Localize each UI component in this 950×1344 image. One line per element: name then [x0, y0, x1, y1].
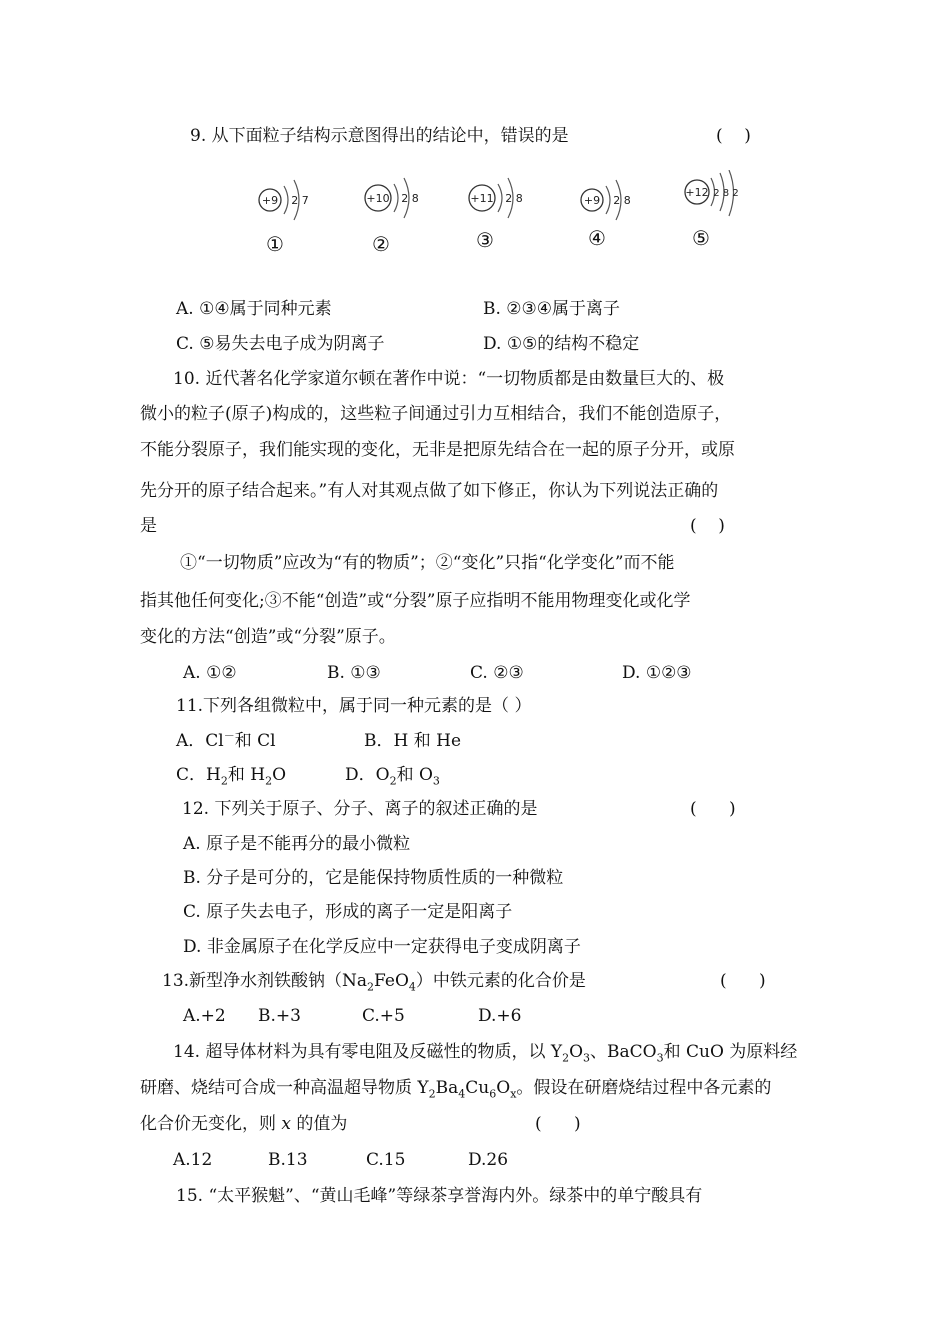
- q11-option-c: C．$H_2$和 $H_2O$: [176, 765, 287, 788]
- q9-option-b: B. ②③④属于离子: [483, 299, 621, 319]
- q11-option-b: B．H 和 He: [364, 731, 462, 751]
- q10-line-2: 微小的粒子(原子)构成的，这些粒子间通过引力互相结合，我们不能创造原子，: [140, 404, 732, 424]
- q14-option-c: C.15: [366, 1150, 406, 1170]
- q14-option-b: B.13: [268, 1150, 308, 1170]
- nucleus-charge-3: +11: [470, 192, 494, 205]
- q10-line-8: 变化的方法“创造”或“分裂”原子。: [140, 627, 396, 647]
- q13-option-d: D.+6: [478, 1006, 522, 1026]
- q9-option-c: C. ⑤易失去电子成为阴离子: [176, 334, 385, 354]
- nucleus-charge-4: +9: [583, 194, 601, 207]
- nucleus-charge-1: +9: [261, 194, 279, 207]
- q10-option-d: D. ①②③: [622, 663, 692, 683]
- shells-5: 2 8 2: [713, 188, 739, 199]
- atom-diagram-1: [256, 178, 326, 233]
- atom-diagram-2: [360, 176, 440, 231]
- q11-option-d: D．$O_2$和 $O_3$: [345, 765, 440, 788]
- q14-option-d: D.26: [468, 1150, 509, 1170]
- atom-diagram-5: [680, 170, 760, 227]
- shells-2: 2 8: [401, 192, 419, 205]
- shells-1: 2 7: [291, 194, 309, 207]
- q12-option-c: C. 原子失去电子，形成的离子一定是阳离子: [183, 902, 513, 922]
- q10-line-5: 是: [140, 516, 157, 536]
- q14-answer-paren: ( ): [535, 1114, 581, 1134]
- q10-answer-paren: ( ): [690, 516, 725, 536]
- q11-option-a: A．Cl－和 Cl: [176, 729, 276, 751]
- q14-line-2: 研磨、烧结可合成一种高温超导物质 $Y_2Ba_4Cu_6O_x$。假设在研磨烧结过程中各元素的: [140, 1078, 772, 1101]
- q10-option-c: C. ②③: [470, 663, 524, 683]
- diagram-label-5: ⑤: [692, 226, 710, 250]
- q13-answer-paren: ( ): [720, 971, 766, 991]
- diagram-label-2: ②: [372, 232, 390, 256]
- atom-diagram-4: [576, 178, 656, 233]
- q12-option-d: D. 非金属原子在化学反应中一定获得电子变成阴离子: [183, 937, 581, 957]
- q9-option-a: A. ①④属于同种元素: [176, 299, 332, 319]
- nucleus-charge-5: +12: [685, 186, 709, 199]
- nucleus-charge-2: +10: [366, 192, 390, 205]
- q12-option-a: A. 原子是不能再分的最小微粒: [183, 834, 411, 854]
- q13-option-b: B.+3: [258, 1006, 301, 1026]
- q13-option-a: A.+2: [183, 1006, 226, 1026]
- q14-line-3: 化合价无变化，则 x 的值为: [140, 1114, 348, 1134]
- shells-3: 2 8: [505, 192, 523, 205]
- q10-option-a: A. ①②: [183, 663, 237, 683]
- q12-answer-paren: ( ): [690, 799, 736, 819]
- diagram-label-4: ④: [588, 226, 606, 250]
- q10-line-1: 10. 近代著名化学家道尔顿在著作中说：“一切物质都是由数量巨大的、极: [173, 369, 725, 389]
- q9-option-d: D. ①⑤的结构不稳定: [483, 334, 640, 354]
- diagram-label-3: ③: [476, 228, 494, 252]
- diagram-label-1: ①: [266, 232, 284, 256]
- q13-stem: 13.新型净水剂铁酸钠$(Na_2FeO_4)$中铁元素的化合价是: [162, 971, 586, 994]
- q14-option-a: A.12: [173, 1150, 213, 1170]
- q14-line-1: 14. 超导体材料为具有零电阻及反磁性的物质，以 $Y_2O_3$、BaCO$_3$和 CuO 为原料经: [173, 1042, 798, 1065]
- q12-option-b: B. 分子是可分的，它是能保持物质性质的一种微粒: [183, 868, 564, 888]
- q10-line-6: ①“一切物质”应改为“有的物质”；②“变化”只指“化学变化”而不能: [180, 553, 675, 573]
- q15-line-1: 15. “太平猴魁”、“黄山毛峰”等绿茶享誉海内外。绿茶中的单宁酸具有: [176, 1186, 703, 1206]
- q10-line-4: 先分开的原子结合起来。”有人对其观点做了如下修正，你认为下列说法正确的: [140, 481, 719, 501]
- q9-answer-paren: ( ): [716, 126, 751, 146]
- q13-option-c: C.+5: [362, 1006, 405, 1026]
- q10-line-7: 指其他任何变化;③不能“创造”或“分裂”原子应指明不能用物理变化或化学: [140, 591, 691, 611]
- q9-stem: 9. 从下面粒子结构示意图得出的结论中，错误的是: [190, 126, 569, 146]
- shells-4: 2 8: [613, 194, 631, 207]
- q11-stem: 11.下列各组微粒中，属于同一种元素的是（ ）: [176, 696, 532, 716]
- atom-diagram-3: [464, 176, 544, 231]
- q10-option-b: B. ①③: [327, 663, 381, 683]
- q12-stem: 12. 下列关于原子、分子、离子的叙述正确的是: [182, 799, 538, 819]
- q10-line-3: 不能分裂原子，我们能实现的变化，无非是把原先结合在一起的原子分开，或原: [140, 440, 735, 460]
- particle-structure-diagrams: [250, 170, 750, 260]
